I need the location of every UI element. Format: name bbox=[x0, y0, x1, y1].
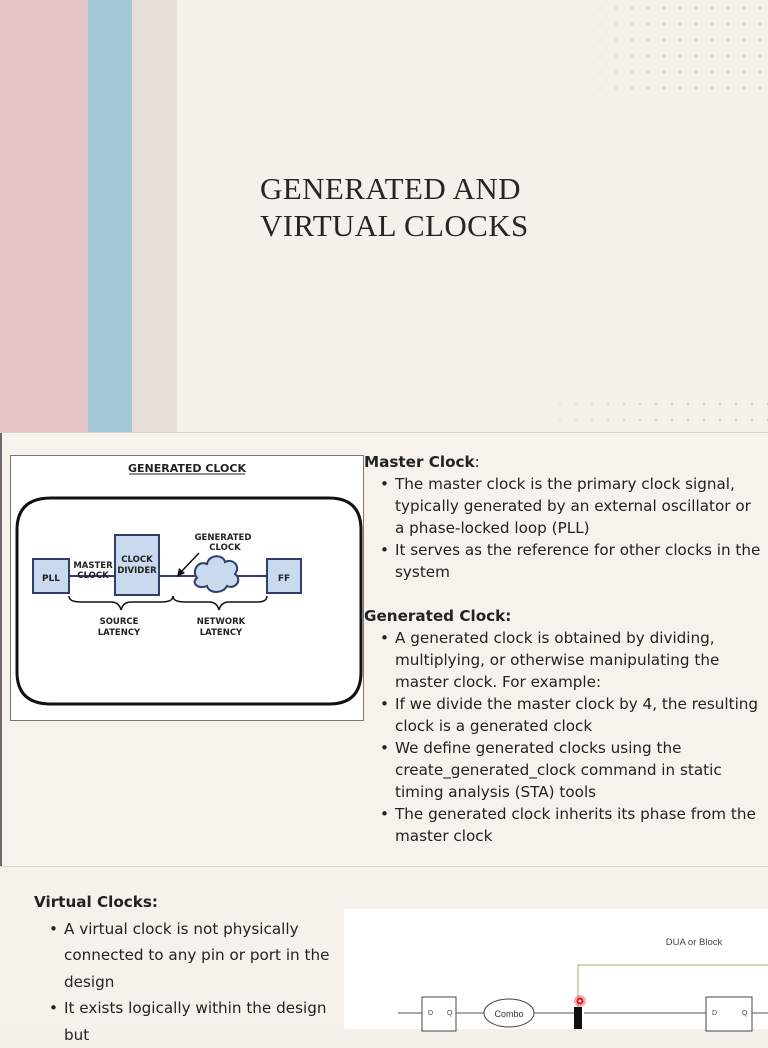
master-clock-bullet: • It serves as the reference for other clocks in the system bbox=[395, 539, 764, 583]
master-clock-bullets bbox=[364, 473, 764, 583]
generated-clock-bullet: • We define generated clocks using the create_generated_clock command in static timing analysis (STA) tools bbox=[395, 737, 764, 803]
generated-clock-bullet: • The generated clock inherits its phase from the master clock bbox=[395, 803, 764, 847]
deck-title-line-2: VIRTUAL CLOCKS bbox=[260, 207, 529, 244]
pink-stripe bbox=[0, 0, 88, 432]
generated-clock-bullet: • A generated clock is obtained by dividing, multiplying, or otherwise manipulating the master clock. For example: bbox=[395, 627, 764, 693]
network-cloud bbox=[195, 556, 239, 592]
master-clock-bullet: • The master clock is the primary clock signal, typically generated by an external oscillator or a phase-locked loop (PLL) bbox=[395, 473, 764, 539]
input-port bbox=[574, 1007, 582, 1029]
generated-clock-bullet: • If we divide the master clock by 4, the resulting clock is a generated clock bbox=[395, 693, 764, 737]
deck-title bbox=[260, 170, 529, 244]
network-latency-brace bbox=[173, 596, 267, 610]
virtual-clock-figure-svg bbox=[344, 909, 768, 1029]
source-latency-label-1: SOURCE bbox=[100, 617, 139, 627]
pll-label: PLL bbox=[42, 574, 60, 584]
virtual-clock-text bbox=[34, 889, 350, 1048]
diagram-title: GENERATED CLOCK bbox=[128, 462, 246, 475]
ff2-q-label: Q bbox=[742, 1010, 748, 1017]
clock-divider-label-2: DIVIDER bbox=[117, 566, 157, 576]
blue-stripe bbox=[88, 0, 132, 432]
source-latency-brace bbox=[69, 596, 173, 610]
virtual-clocks-heading: Virtual Clocks: bbox=[34, 889, 350, 916]
deck-title-line-1: GENERATED AND bbox=[260, 170, 529, 207]
virtual-clock-figure bbox=[344, 909, 768, 1029]
dot-pattern-top-right bbox=[560, 0, 768, 90]
title-slide bbox=[0, 0, 768, 432]
master-clock-heading-text: Master Clock bbox=[364, 453, 475, 471]
generated-clock-heading: Generated Clock: bbox=[364, 605, 764, 627]
network-latency-label-2: LATENCY bbox=[200, 628, 243, 638]
clock-marker-center bbox=[579, 1000, 582, 1003]
slide-left-edge bbox=[0, 433, 2, 867]
generated-clock-label-2: CLOCK bbox=[209, 543, 241, 553]
generated-clock-diagram-svg bbox=[11, 456, 363, 720]
master-clock-heading-colon: : bbox=[475, 453, 480, 471]
clock-divider-box bbox=[115, 535, 159, 595]
virtual-clock-bullet: • It exists logically within the design but bbox=[64, 995, 350, 1048]
generated-clock-slide bbox=[0, 432, 768, 867]
master-clock-label-1: MASTER bbox=[73, 561, 113, 571]
generated-clock-bullets bbox=[364, 627, 764, 847]
generated-clock-diagram bbox=[10, 455, 364, 721]
source-latency-label-2: LATENCY bbox=[98, 628, 141, 638]
ff2-d-label: D bbox=[712, 1010, 717, 1017]
ff1-q-label: Q bbox=[447, 1010, 453, 1017]
dot-pattern-bottom-right bbox=[520, 396, 768, 432]
combo-label: Combo bbox=[494, 1009, 523, 1019]
ff1-d-label: D bbox=[428, 1010, 433, 1017]
master-clock-label-2: CLOCK bbox=[77, 571, 109, 581]
virtual-clock-slide bbox=[0, 866, 768, 1025]
ff-label: FF bbox=[278, 574, 290, 584]
clock-divider-label-1: CLOCK bbox=[121, 555, 153, 565]
virtual-clock-bullets bbox=[34, 916, 350, 1048]
grey-stripe bbox=[132, 0, 177, 432]
chip-boundary bbox=[17, 498, 361, 704]
clock-definitions bbox=[364, 451, 764, 847]
block-label: DUA or Block bbox=[666, 937, 723, 948]
generated-clock-label-1: GENERATED bbox=[195, 533, 252, 543]
network-latency-label-1: NETWORK bbox=[197, 617, 246, 627]
virtual-clock-bullet: • A virtual clock is not physically connected to any pin or port in the design bbox=[64, 916, 350, 996]
master-clock-heading bbox=[364, 451, 764, 473]
